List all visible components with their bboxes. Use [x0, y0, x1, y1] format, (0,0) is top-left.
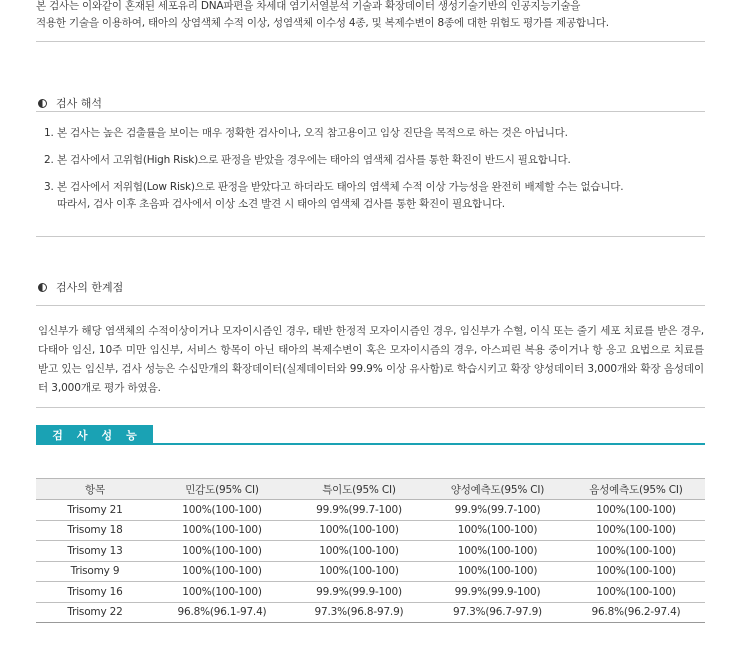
list-item-text: 본 검사는 높은 검출률을 보이는 매우 정확한 검사이나, 오직 참고용이고 임상 진단을 목적으로 하는 것은 아닙니다.: [57, 127, 568, 139]
intro-line: 본 검사는 이와같이 혼재된 세포유리 DNA파편을 차세대 염기서열분석 기술과 확장데이터 생성기술기반의 인공지능기술을: [36, 0, 581, 12]
list-item-number: 3.: [44, 181, 54, 193]
half-circle-icon: [38, 283, 47, 292]
divider: [36, 305, 705, 306]
table-cell: 100%(100-100): [290, 541, 428, 562]
table-cell: 99.9%(99.9-100): [428, 582, 567, 603]
table-cell: 100%(100-100): [567, 561, 705, 582]
table-cell: 100%(100-100): [428, 541, 567, 562]
intro-paragraph: [36, 0, 716, 32]
table-cell: 100%(100-100): [567, 582, 705, 603]
list-item: [44, 179, 623, 213]
table-cell: 100%(100-100): [154, 541, 290, 562]
table-cell: 100%(100-100): [290, 520, 428, 541]
table-cell: 96.8%(96.1-97.4): [154, 602, 290, 623]
table-row: [36, 582, 705, 603]
table-cell: 100%(100-100): [154, 561, 290, 582]
interpretation-heading: [38, 95, 102, 111]
row-label-cell: Trisomy 21: [36, 500, 154, 521]
table-cell: 99.9%(99.7-100): [290, 500, 428, 521]
table-cell: 97.3%(96.8-97.9): [290, 602, 428, 623]
performance-table: [36, 478, 705, 623]
divider: [36, 111, 705, 112]
table-cell: 100%(100-100): [154, 582, 290, 603]
row-label-cell: Trisomy 18: [36, 520, 154, 541]
col-header: 양성예측도(95% CI): [428, 479, 567, 500]
table-cell: 100%(100-100): [154, 520, 290, 541]
intro-line: 적용한 기술을 이용하여, 태아의 상염색체 수적 이상, 성염색체 이수성 4종, 및 복제수변이 8종에 대한 위험도 평가를 제공합니다.: [36, 17, 609, 29]
performance-tab-underline: [36, 443, 705, 445]
table-row: [36, 541, 705, 562]
table-cell: 100%(100-100): [154, 500, 290, 521]
list-item: [44, 125, 623, 142]
row-label-cell: Trisomy 13: [36, 541, 154, 562]
limitations-text: 임신부가 해당 염색체의 수적이상이거나 모자이시즘인 경우, 태반 한정적 모자이시즘인 경우, 임신부가 수혈, 이식 또는 줄기 세포 치료를 받은 경우, 다태아 임신, 10주 미만 임신부, 서비스 항목이 아닌 태아의 복제수변이 혹은 모자이시즘의 경우, 아스피린 복용 중이거나 항 응고 요법으로 치료를 받고 있는 임신부, 검사 성능은 수십만개의 확장데이터(실제데이터와 99.9% 이상 유사함)로 학습시키고 확장 양성데이터 3,000개와 확장 음성데이터 3,000개로 평가 하였음.: [38, 325, 704, 394]
table-cell: 100%(100-100): [567, 541, 705, 562]
half-circle-icon: [38, 99, 47, 108]
list-item-number: 2.: [44, 154, 54, 166]
divider: [36, 41, 705, 42]
list-item-text: 본 검사에서 고위험(High Risk)으로 판정을 받았을 경우에는 태아의 염색체 검사를 통한 확진이 반드시 필요합니다.: [57, 154, 571, 166]
row-label-cell: Trisomy 16: [36, 582, 154, 603]
table-row: [36, 602, 705, 623]
performance-tab: 검사성능: [36, 425, 153, 444]
table-row: [36, 561, 705, 582]
list-item-text: 본 검사에서 저위험(Low Risk)으로 판정을 받았다고 하더라도 태아의 염색체 수적 이상 가능성을 완전히 배제할 수는 없습니다.: [57, 181, 624, 193]
limitations-heading: [38, 279, 123, 295]
table-cell: 100%(100-100): [567, 500, 705, 521]
table-cell: 100%(100-100): [428, 561, 567, 582]
table-row: [36, 500, 705, 521]
col-header: 음성예측도(95% CI): [567, 479, 705, 500]
table-row: [36, 520, 705, 541]
divider: [36, 407, 705, 408]
table-cell: 99.9%(99.7-100): [428, 500, 567, 521]
table-cell: 99.9%(99.9-100): [290, 582, 428, 603]
row-label-cell: Trisomy 22: [36, 602, 154, 623]
col-header: 특이도(95% CI): [290, 479, 428, 500]
divider: [36, 236, 705, 237]
list-item-text: 따라서, 검사 이후 초음파 검사에서 이상 소견 발견 시 태아의 염색체 검사를 통한 확진이 필요합니다.: [57, 198, 505, 210]
row-label-cell: Trisomy 9: [36, 561, 154, 582]
table-header-row: [36, 479, 705, 500]
interpretation-heading-text: 검사 해석: [56, 97, 103, 110]
table-cell: 100%(100-100): [567, 520, 705, 541]
table-cell: 100%(100-100): [290, 561, 428, 582]
col-header: 민감도(95% CI): [154, 479, 290, 500]
limitations-heading-text: 검사의 한계점: [56, 281, 124, 294]
table-cell: 97.3%(96.7-97.9): [428, 602, 567, 623]
col-header: 항목: [36, 479, 154, 500]
table-cell: 100%(100-100): [428, 520, 567, 541]
list-item: [44, 152, 623, 169]
interpretation-list: [44, 125, 623, 223]
list-item-number: 1.: [44, 127, 54, 139]
table-cell: 96.8%(96.2-97.4): [567, 602, 705, 623]
